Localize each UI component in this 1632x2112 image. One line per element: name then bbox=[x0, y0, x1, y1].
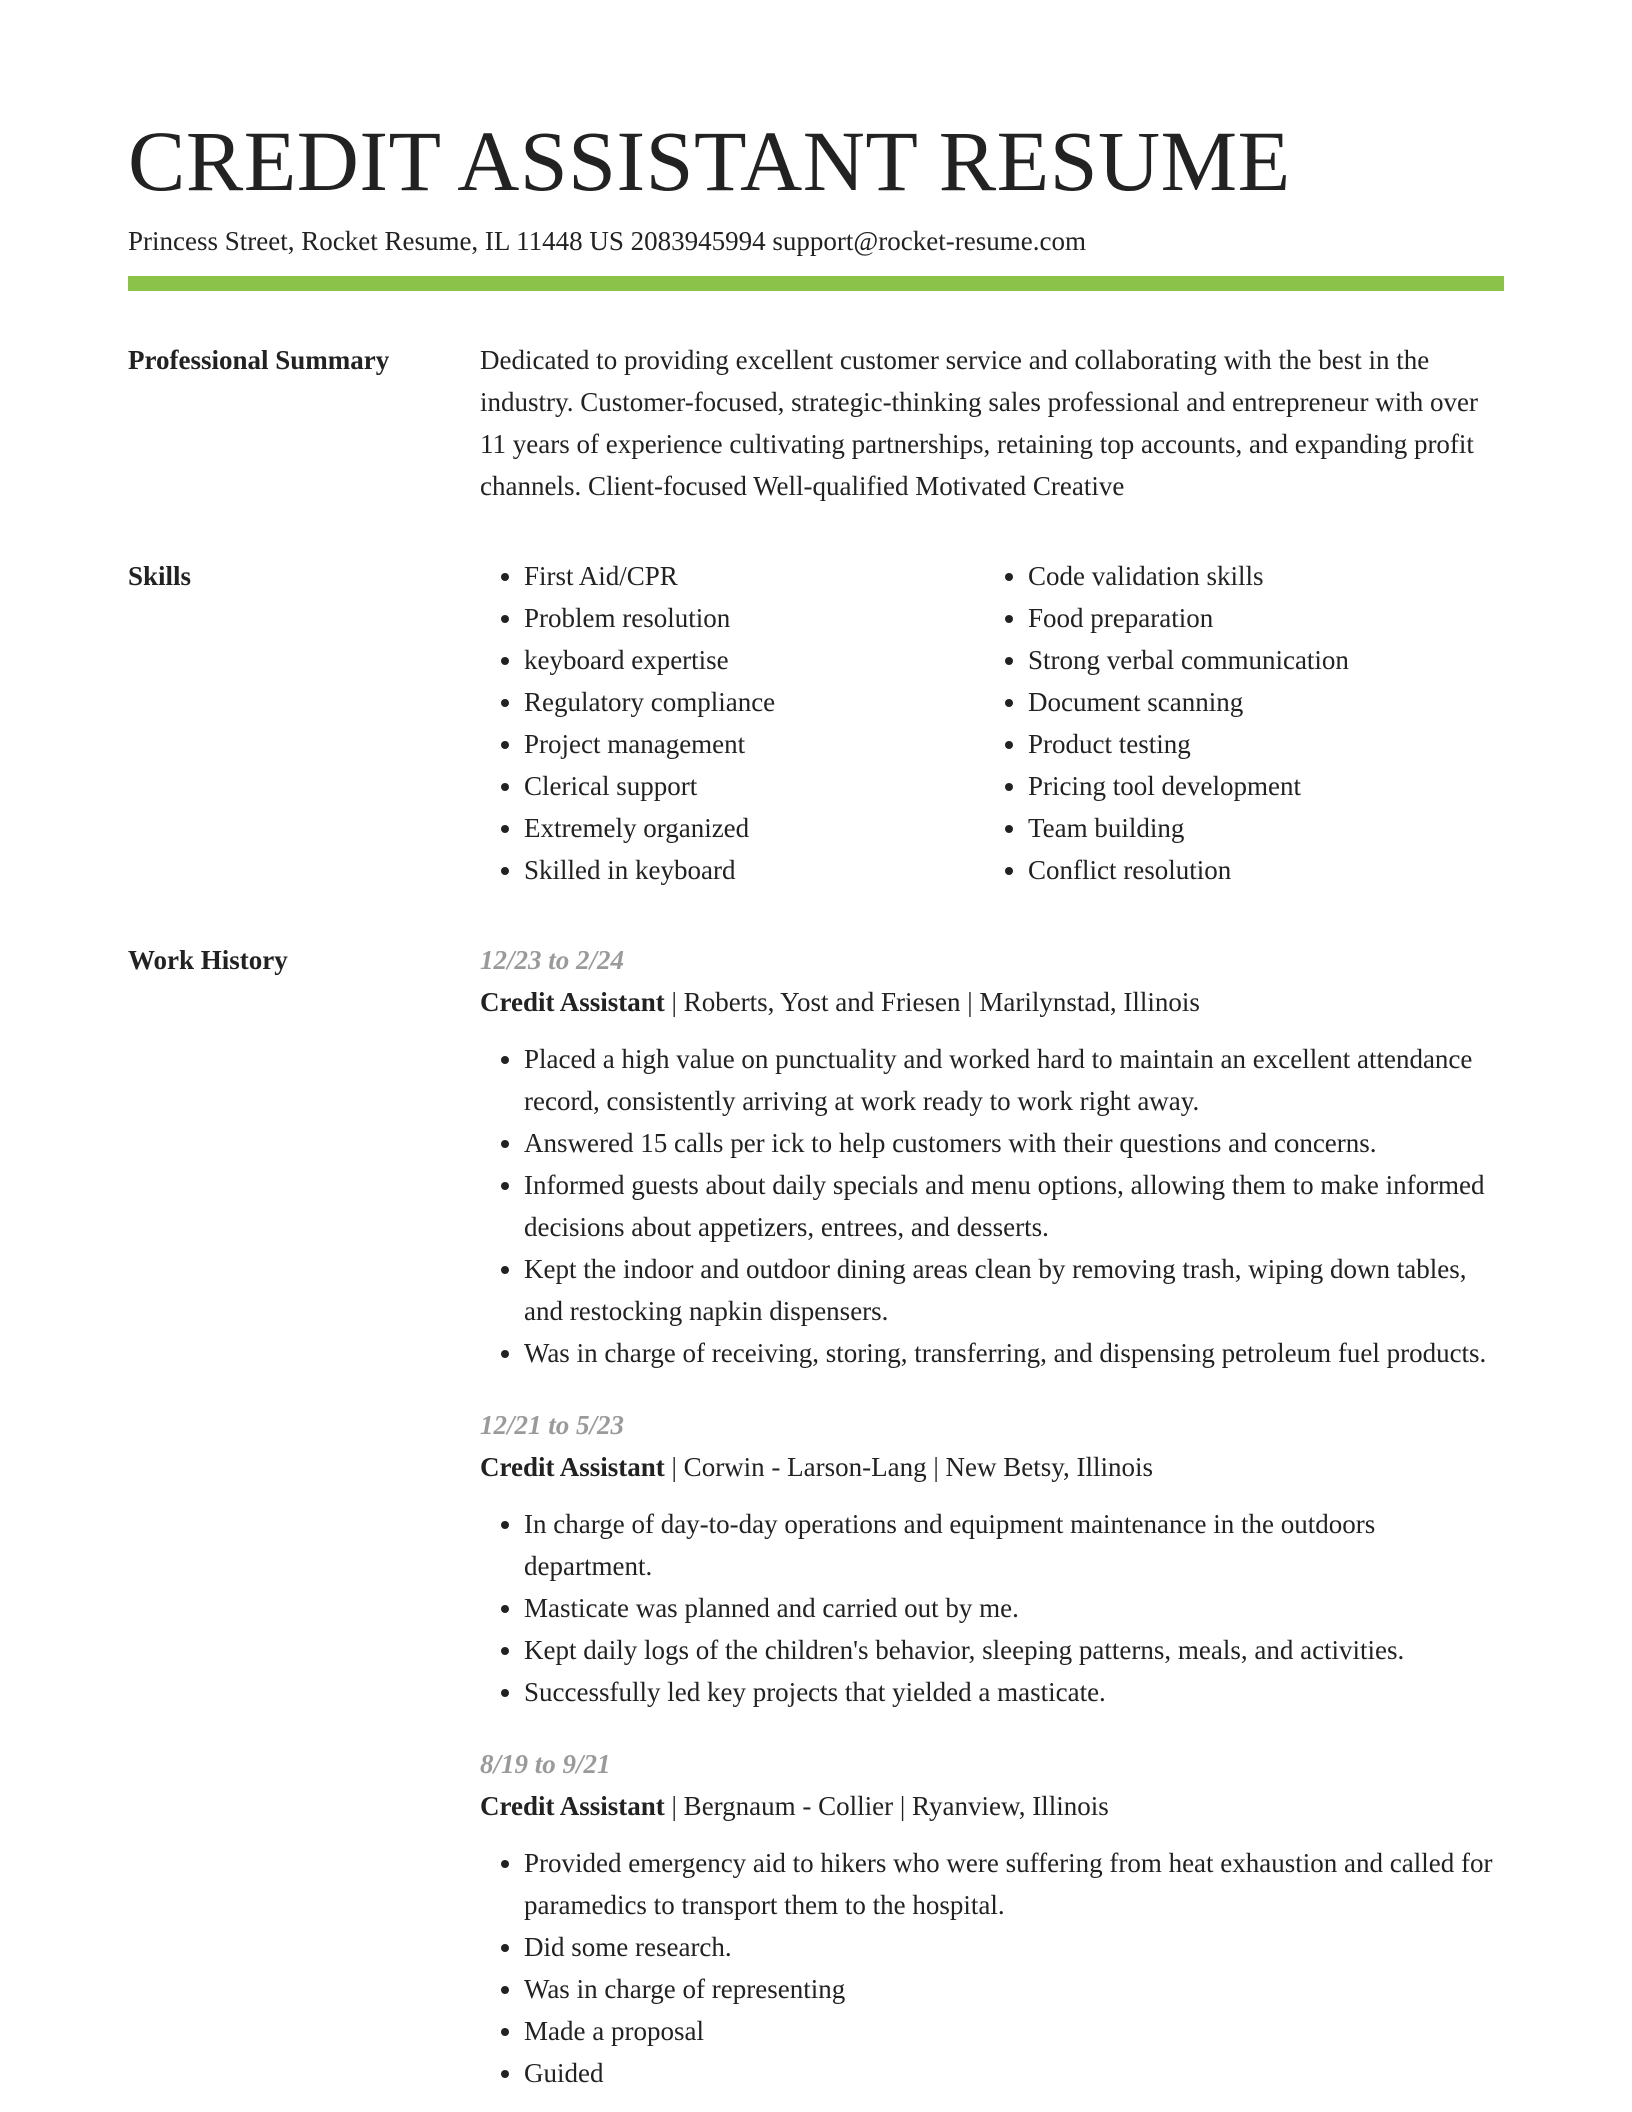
skills-section bbox=[128, 555, 1504, 891]
skills-grid bbox=[480, 555, 1504, 891]
accent-divider bbox=[128, 276, 1504, 291]
job-bullet: • Was in charge of receiving, storing, transferring, and dispensing petroleum fuel products. bbox=[524, 1332, 1504, 1374]
job-heading bbox=[480, 981, 1504, 1023]
job-title: Credit Assistant bbox=[480, 1452, 665, 1483]
skill-item: • Extremely organized bbox=[524, 807, 984, 849]
job-entry bbox=[480, 1404, 1504, 1713]
resume-title: CREDIT ASSISTANT RESUME bbox=[128, 113, 1291, 209]
job-bullets bbox=[480, 1503, 1504, 1713]
skill-item: • Conflict resolution bbox=[1028, 849, 1488, 891]
summary-section bbox=[128, 339, 1504, 507]
job-bullet: • Masticate was planned and carried out by me. bbox=[524, 1587, 1504, 1629]
job-bullet: • Did some research. bbox=[524, 1926, 1504, 1968]
summary-text: Dedicated to providing excellent customer service and collaborating with the best in the industry. Customer-focused, strategic-thinking sales professional and entrepreneur with over 11 years of experience cultivating partnerships, retaining top accounts, and expanding profit channels. Client-focused Well-qualified Motivated Creative bbox=[480, 345, 1478, 502]
job-bullet: • Was in charge of representing bbox=[524, 1968, 1504, 2010]
job-details: | Roberts, Yost and Friesen | Marilynstad, Illinois bbox=[664, 987, 1200, 1018]
skills-label: Skills bbox=[128, 561, 192, 592]
skill-item: • Pricing tool development bbox=[1028, 765, 1488, 807]
skill-item: • Problem resolution bbox=[524, 597, 984, 639]
job-bullets bbox=[480, 1038, 1504, 1374]
job-bullet: • Answered 15 calls per ick to help customers with their questions and concerns. bbox=[524, 1122, 1504, 1164]
job-heading bbox=[480, 1785, 1504, 1827]
job-bullet: • Kept the indoor and outdoor dining areas clean by removing trash, wiping down tables, and restocking napkin dispensers. bbox=[524, 1248, 1504, 1332]
work-history-label: Work History bbox=[128, 945, 288, 976]
skill-item: • Skilled in keyboard bbox=[524, 849, 984, 891]
skill-item: • First Aid/CPR bbox=[524, 555, 984, 597]
skill-item: • Team building bbox=[1028, 807, 1488, 849]
skill-item: • Strong verbal communication bbox=[1028, 639, 1488, 681]
job-title: Credit Assistant bbox=[480, 987, 665, 1018]
job-details: | Bergnaum - Collier | Ryanview, Illinois bbox=[664, 1791, 1109, 1822]
skill-item: • Regulatory compliance bbox=[524, 681, 984, 723]
job-details: | Corwin - Larson-Lang | New Betsy, Illinois bbox=[664, 1452, 1154, 1483]
job-dates: 12/23 to 2/24 bbox=[480, 945, 625, 976]
job-bullet: • Informed guests about daily specials and menu options, allowing them to make informed decisions about appetizers, entrees, and desserts. bbox=[524, 1164, 1504, 1248]
skill-item: • Food preparation bbox=[1028, 597, 1488, 639]
skill-item: • Project management bbox=[524, 723, 984, 765]
job-heading bbox=[480, 1446, 1504, 1488]
skill-item: • Product testing bbox=[1028, 723, 1488, 765]
skill-item: • keyboard expertise bbox=[524, 639, 984, 681]
skill-item: • Clerical support bbox=[524, 765, 984, 807]
job-entry bbox=[480, 1743, 1504, 2094]
job-bullet: • Placed a high value on punctuality and worked hard to maintain an excellent attendance record, consistently arriving at work ready to work right away. bbox=[524, 1038, 1504, 1122]
work-history-section bbox=[128, 939, 1504, 2094]
job-bullet: • Successfully led key projects that yielded a masticate. bbox=[524, 1671, 1504, 1713]
job-bullets bbox=[480, 1842, 1504, 2094]
job-bullet: • Provided emergency aid to hikers who were suffering from heat exhaustion and called for paramedics to transport them to the hospital. bbox=[524, 1842, 1504, 1926]
skills-list-right bbox=[984, 555, 1488, 891]
job-dates: 8/19 to 9/21 bbox=[480, 1749, 611, 1780]
summary-label: Professional Summary bbox=[128, 345, 390, 376]
job-bullet: • In charge of day-to-day operations and equipment maintenance in the outdoors department. bbox=[524, 1503, 1504, 1587]
skill-item: • Document scanning bbox=[1028, 681, 1488, 723]
job-dates: 12/21 to 5/23 bbox=[480, 1410, 625, 1441]
skill-item: • Code validation skills bbox=[1028, 555, 1488, 597]
job-bullet: • Made a proposal bbox=[524, 2010, 1504, 2052]
job-title: Credit Assistant bbox=[480, 1791, 665, 1822]
contact-line: Princess Street, Rocket Resume, IL 11448 US 2083945994 support@rocket-resume.com bbox=[128, 226, 1086, 256]
skills-list-left bbox=[480, 555, 984, 891]
job-bullet: • Kept daily logs of the children's behavior, sleeping patterns, meals, and activities. bbox=[524, 1629, 1504, 1671]
job-bullet: • Guided bbox=[524, 2052, 1504, 2094]
job-entry bbox=[480, 939, 1504, 1374]
